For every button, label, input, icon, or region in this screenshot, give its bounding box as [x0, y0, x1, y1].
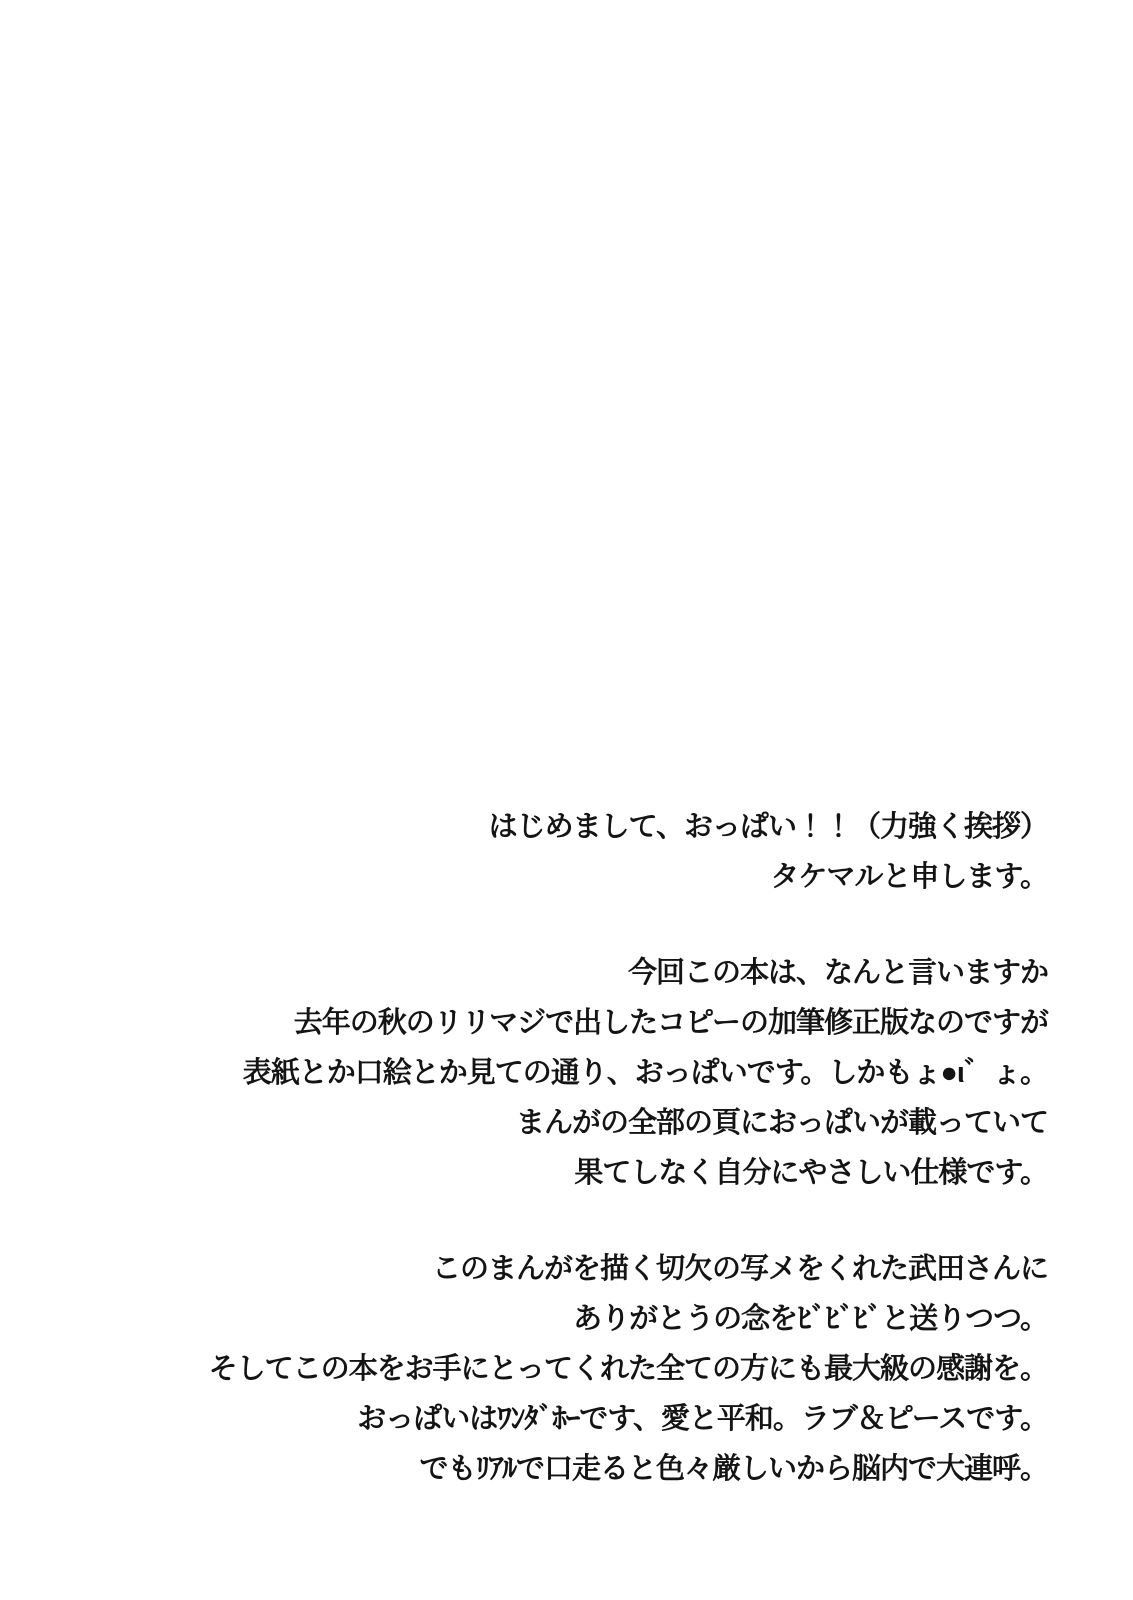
- afterword-line: でもﾘｱﾙで口走ると色々厳しいから脳内で大連呼。: [419, 1453, 1048, 1485]
- afterword-paragraph-thanks: [60, 1244, 1048, 1494]
- afterword-line: 果てしなく自分にやさしい仕様です。: [574, 1157, 1048, 1189]
- afterword-text-block: [60, 802, 1048, 1494]
- afterword-line: 表紙とか口絵とか見ての通り、おっぱいです。しかもょ●ι゛ょ。: [242, 1057, 1048, 1089]
- afterword-line: そしてこの本をお手にとってくれた全ての方にも最大級の感謝を。: [208, 1353, 1048, 1385]
- afterword-line: タケマルと申します。: [770, 861, 1048, 893]
- afterword-line: 去年の秋のリリマジで出したコピーの加筆修正版なのですが: [293, 1007, 1048, 1039]
- afterword-line: おっぱいはﾜﾝﾀﾞﾎｰです、愛と平和。ラブ＆ピースです。: [357, 1403, 1048, 1435]
- afterword-line: はじめまして、おっぱい！！（力強く挨拶）: [488, 811, 1048, 843]
- afterword-line: ありがとうの念をﾋﾞﾋﾞﾋﾞと送りつつ。: [573, 1303, 1048, 1335]
- afterword-line: このまんがを描く切欠の写メをくれた武田さんに: [431, 1253, 1048, 1285]
- afterword-paragraph-about-book: [60, 948, 1048, 1198]
- afterword-line: 今回この本は、なんと言いますか: [627, 957, 1048, 989]
- afterword-paragraph-greeting: [60, 802, 1048, 902]
- afterword-line: まんがの全部の頁におっぱいが載っていて: [515, 1107, 1048, 1139]
